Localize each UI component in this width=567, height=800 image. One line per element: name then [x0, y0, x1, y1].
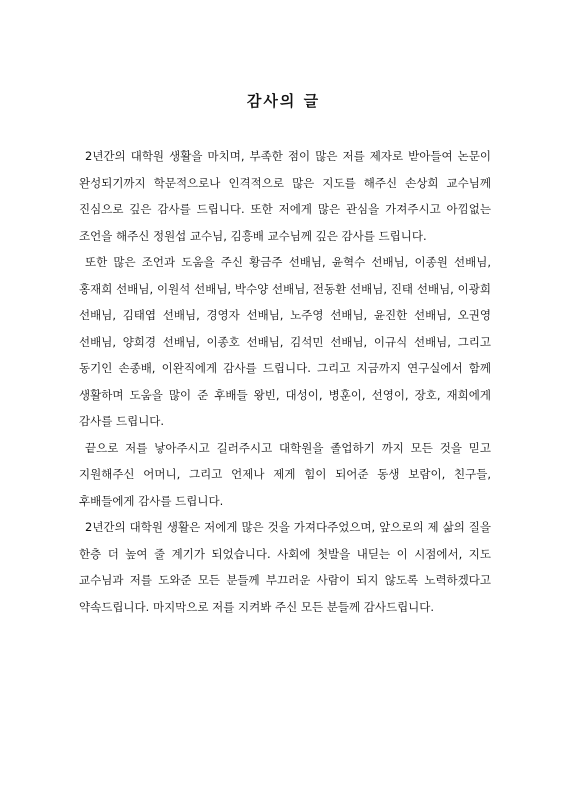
paragraph-closing: 2년간의 대학원 생활은 저에게 많은 것을 가져다주었으며, 앞으로의 제 삶의 질을 한층 더 높여 줄 계기가 되었습니다. 사회에 첫발을 내딛는 이 시점에서, 지도 교수님과 저를 도와준 모든 분들께 부끄러운 사람이 되지 않도록 노력하겠다고 약속드립니다. 마지막으로 저를 지켜봐 주신 모든 분들께 감사드립니다.: [79, 520, 491, 614]
document-title: 감사의 글: [246, 92, 321, 110]
paragraph-advisor-thanks: 2년간의 대학원 생활을 마치며, 부족한 점이 많은 저를 제자로 받아들여 논문이 완성되기까지 학문적으로나 인격적으로 많은 지도를 해주신 손상희 교수님께 진심으로 깊은 감사를 드립니다. 또한 저에게 많은 관심을 가져주시고 아낌없는 조언을 해주신 정원섭 교수님, 김흥배 교수님께 깊은 감사를 드립니다.: [79, 149, 491, 243]
paragraph-family-thanks: 끝으로 저를 낳아주시고 길러주시고 대학원을 졸업하기 까지 모든 것을 믿고 지원해주신 어머니, 그리고 언제나 제게 힘이 되어준 동생 보람이, 친구들, 후배들에게 감사를 드립니다.: [79, 440, 491, 508]
document-body: [79, 143, 491, 620]
paragraph-seniors-thanks: 또한 많은 조언과 도움을 주신 황금주 선배님, 윤혁수 선배님, 이종원 선배님, 홍재희 선배님, 이원석 선배님, 박수양 선배님, 전동환 선배님, 진태 선배님, 이광희 선배님, 김태엽 선배님, 경영자 선배님, 노주영 선배님, 윤진한 선배님, 오권영 선배님, 양희경 선배님, 이종호 선배님, 김석민 선배님, 이규식 선배님, 그리고 동기인 손종배, 이완직에게 감사를 드립니다. 그리고 지금까지 연구실에서 함께 생활하며 도움을 많이 준 후배들 왕빈, 대성이, 병훈이, 선영이, 장호, 재희에게 감사를 드립니다.: [79, 255, 491, 428]
